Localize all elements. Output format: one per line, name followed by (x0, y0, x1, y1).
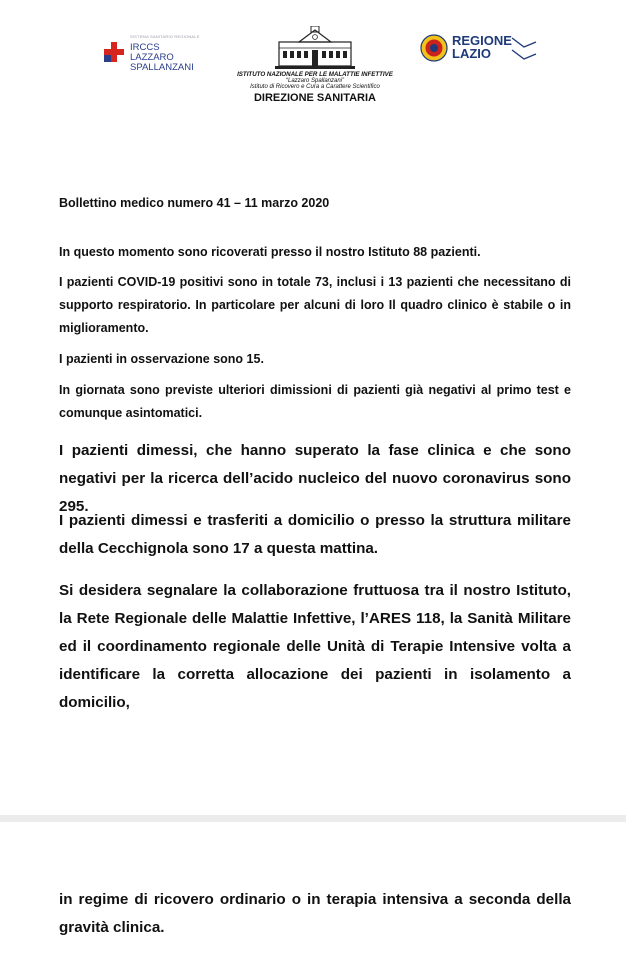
institute-description: Istituto di Ricovero e Cura a Carattere Scientifico (250, 84, 380, 90)
paragraph-osservazione: I pazienti in osservazione sono 15. (59, 352, 264, 366)
letterhead (0, 0, 626, 120)
paragraph-collaborazione: Si desidera segnalare la collaborazione fruttuosa tra il nostro Istituto, la Rete Regionale delle Malattie Infettive, l’ARES 118, la Sanità Militare ed il coordinamento regionale delle Unità di Terapie Intensive volta a identificare la corretta allocazione dei pazienti in isolamento a domicilio, (59, 582, 571, 711)
building-icon (273, 26, 357, 70)
lazio-wave-icon (510, 36, 538, 62)
bulletin-title: Bollettino medico numero 41 – 11 marzo 2020 (59, 196, 330, 210)
paragraph-positivi: I pazienti COVID-19 positivi sono in totale 73, inclusi i 13 pazienti che necessitano di supporto respiratorio. In particolare per alcuni di loro Il quadro clinico è stabile o in miglioramento. (59, 275, 571, 335)
spallanzani-logo (104, 34, 234, 73)
lazio-emblem-icon (420, 34, 448, 62)
paragraph-dimessi-negativi: I pazienti dimessi, che hanno superato la fase clinica e che sono negativi per la ricerca dell’acido nucleico del nuovo coronavirus sono 295. (59, 442, 571, 515)
spallanzani-small-text: SISTEMA SANITARIO REGIONALE (130, 34, 200, 39)
paragraph-ricoverati: In questo momento sono ricoverati presso il nostro Istituto 88 pazienti. (59, 245, 481, 259)
institute-subtitle: “Lazzaro Spallanzani” (285, 78, 345, 84)
document-page-2 (0, 822, 626, 960)
spallanzani-name: IRCCS LAZZARO SPALLANZANI (130, 42, 194, 73)
institute-emblem (230, 26, 400, 116)
red-cross-icon (104, 42, 124, 62)
paragraph-dimissioni: In giornata sono previste ulteriori dimissioni di pazienti già negativi al primo test e comunque asintomatici. (59, 383, 571, 420)
paragraph-continuation: in regime di ricovero ordinario o in terapia intensiva a seconda della gravità clinica. (59, 891, 571, 936)
regione-lazio-logo (420, 34, 540, 68)
institute-name: ISTITUTO NAZIONALE PER LE MALATTIE INFETTIVE (237, 71, 393, 78)
paragraph-trasferiti: I pazienti dimessi e trasferiti a domicilio o presso la struttura militare della Cecchignola sono 17 a questa mattina. (59, 512, 571, 557)
department-name: DIREZIONE SANITARIA (253, 92, 377, 104)
regione-lazio-name: REGIONE LAZIO (452, 33, 512, 61)
